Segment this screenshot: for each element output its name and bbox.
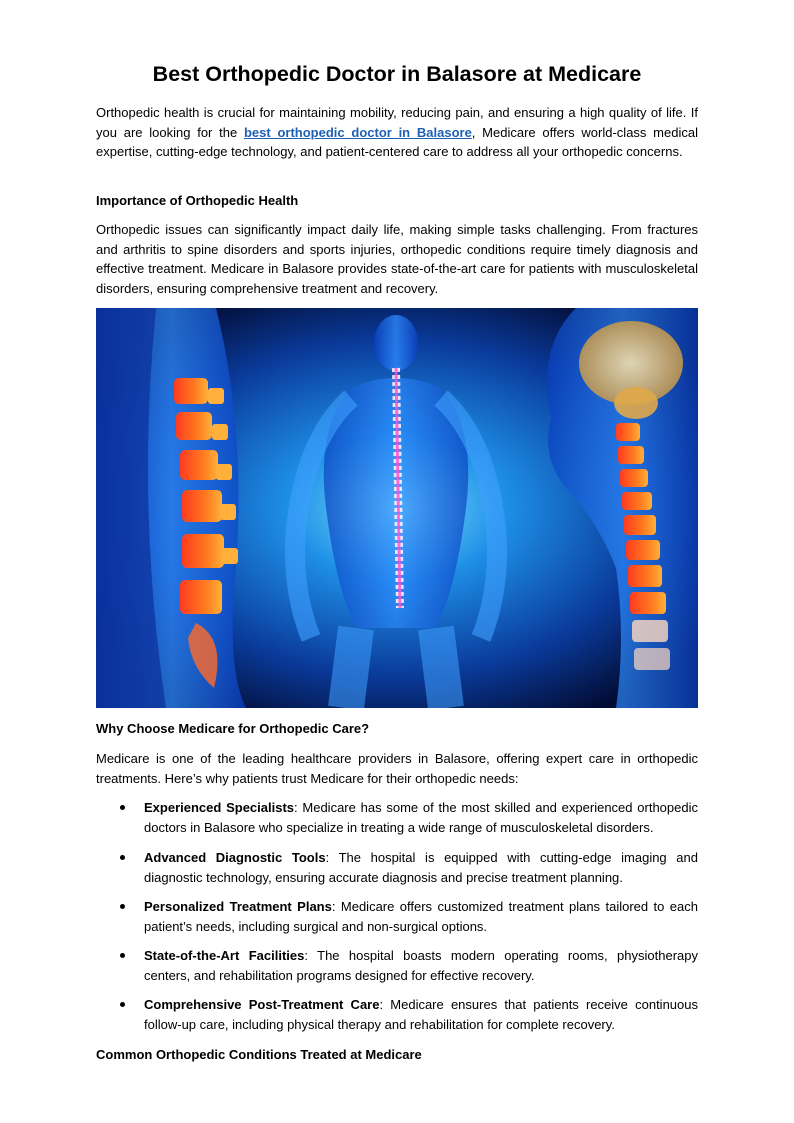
bullet-icon	[120, 855, 125, 860]
list-item	[96, 848, 698, 887]
bullet-icon	[120, 904, 125, 909]
section-heading-importance: Importance of Orthopedic Health	[96, 193, 299, 208]
list-item-title: Comprehensive Post-Treatment Care	[144, 997, 380, 1012]
best-orthopedic-doctor-link[interactable]: best orthopedic doctor in Balasore	[243, 124, 472, 140]
spine-anatomy-image	[96, 308, 698, 708]
importance-paragraph: Orthopedic issues can significantly impact daily life, making simple tasks challenging. From fractures and arthritis to spine disorders and sports injuries, orthopedic conditions require timely diagnosis and effective treatment. Medicare in Balasore provides state-of-the-art care for patients with musculoskeletal disorders, ensuring comprehensive treatment and recovery.	[96, 222, 698, 296]
section-heading-why-choose: Why Choose Medicare for Orthopedic Care?	[96, 721, 370, 736]
list-item-text: : Medicare offers customized treatment plans tailored to each patient’s needs, including surgical and non-surgical options.	[144, 899, 698, 934]
spine-illustration	[96, 308, 698, 708]
list-item-title: State-of-the-Art Facilities	[144, 948, 305, 963]
list-item	[96, 798, 698, 837]
list-item-text: : The hospital boasts modern operating rooms, physiotherapy centers, and rehabilitation programs designed for effective recovery.	[144, 948, 698, 983]
bullet-icon	[120, 1002, 125, 1007]
why-choose-paragraph: Medicare is one of the leading healthcare providers in Balasore, offering expert care in orthopedic treatments. Here’s why patients trust Medicare for their orthopedic needs:	[96, 751, 698, 786]
bullet-icon	[120, 805, 125, 810]
list-item	[96, 897, 698, 936]
intro-paragraph	[96, 103, 698, 162]
intro-text-before: Orthopedic health is crucial for maintaining mobility, reducing pain, and ensuring a high quality of life. If you are looking for the	[96, 105, 698, 140]
bullet-icon	[120, 953, 125, 958]
list-item	[96, 946, 698, 985]
list-item-title: Advanced Diagnostic Tools	[144, 850, 326, 865]
list-item-text: : Medicare ensures that patients receive continuous follow-up care, including physical therapy and rehabilitation for complete recovery.	[144, 997, 698, 1032]
list-item-text: : The hospital is equipped with cutting-edge imaging and diagnostic technology, ensuring accurate diagnosis and precise treatment planning.	[144, 850, 698, 885]
page-title: Best Orthopedic Doctor in Balasore at Medicare	[152, 62, 642, 86]
list-item-title: Personalized Treatment Plans	[144, 899, 332, 914]
intro-text-after: , Medicare offers world-class medical expertise, cutting-edge technology, and patient-centered care to address all your orthopedic concerns.	[96, 124, 698, 160]
list-item-title: Experienced Specialists	[144, 800, 295, 815]
section-heading-common-conditions: Common Orthopedic Conditions Treated at Medicare	[96, 1047, 422, 1062]
list-item-text: : Medicare has some of the most skilled and experienced orthopedic doctors in Balasore who specialize in treating a wide range of musculoskeletal disorders.	[144, 800, 698, 835]
list-item	[96, 995, 698, 1034]
